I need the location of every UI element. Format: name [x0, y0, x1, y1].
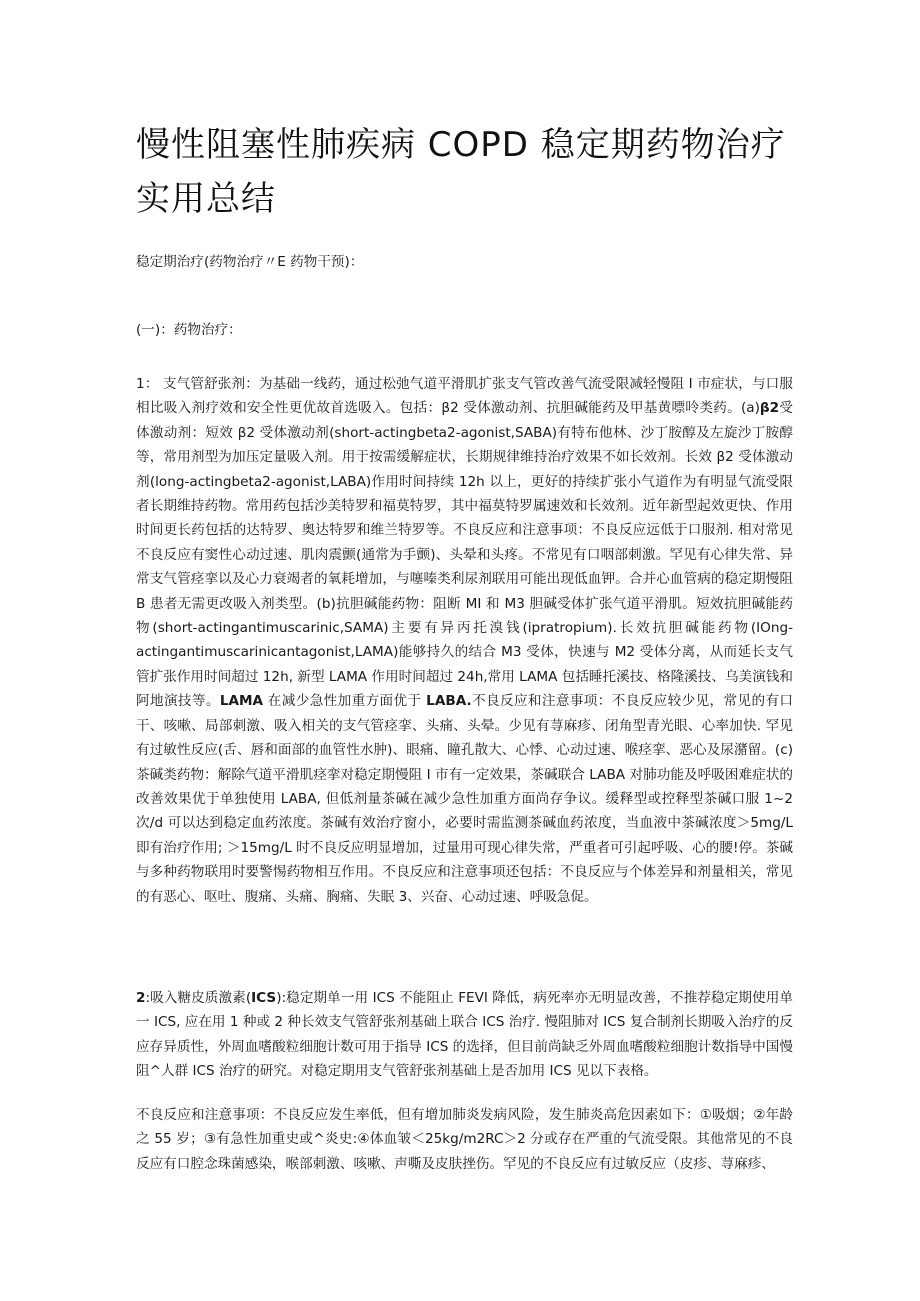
paragraph1-bold-laba: LABA.: [426, 693, 472, 710]
paragraph2-bold-ics: ICS: [251, 990, 277, 1006]
document-subtitle: 稳定期治疗(药物治疗〃E 药物干预)：: [136, 254, 364, 270]
paragraph2-text-1: :吸入糖皮质激素(: [145, 990, 252, 1006]
paragraph1-bold-beta2: β2: [759, 400, 780, 417]
paragraph1-text-3: 在减少急性加重方面优于: [263, 693, 427, 710]
paragraph1-text-1: 1： 支气管舒张剂：为基础一线药，通过松弛气道平滑肌扩张支气管改善气流受限减轻慢阻 I 市症状，与口服相比吸入剂疗效和安全性更优故首选吸入。包括：β2 受体激动剂、抗胆碱能药及甲基黄嘌呤类药。(a): [136, 376, 793, 417]
paragraph2-text-2: ):稳定期单一用 ICS 不能阻止 FEVI 降低，病死率亦无明显改善，不推荐稳定期使用单一 ICS, 应在用 1 种或 2 种长效支气管舒张剂基础上联合 ICS 治疗. 慢阻肺对 ICS 复合制剂长期吸入治疗的反应存异质性，外周血嗜酸粒细胞计数可用于指导 ICS 的选择，但目前尚缺乏外周血嗜酸粒细胞计数指导中国慢阻^人群 ICS 治疗的研究。对稳定期用支气管舒张剂基础上是否加用 ICS 见以下表格。: [136, 990, 793, 1080]
paragraph1-text-2: 受体激动剂：短效 β2 受体激动剂(short-actingbeta2-agonist,SABA)有特布他林、沙丁胺醇及左旋沙丁胺醇等，常用剂型为加压定量吸入剂。用于按需缓解症状，长期规律维持治疗效果不如长效剂。长效 β2 受体激动剂(long-actingbeta2-agonist,LABA)作用时间持续 12h 以上，更好的持续扩张小气道作为有明显气流受限者长期维持药物。常用药包括沙美特罗和福莫特罗，其中福莫特罗属速效和长效剂。近年新型起效更快、作用时间更长药包括的达特罗、奥达特罗和维兰特罗等。不良反应和注意事项：不良反应远低于口服剂. 相对常见不良反应有窦性心动过速、肌肉震颤(通常为手颤)、头晕和头疼。不常见有口咽部刺激。罕见有心律失常、异常支气管痉挛以及心力衰竭者的氧耗增加，与噻嗪类利尿剂联用可能出现低血钾。合并心血管病的稳定期慢阻 B 患者无需更改吸入剂类型。(b)抗胆碱能药物：阻断 MI 和 M3 胆碱受体扩张气道平滑肌。短效抗胆碱能药物(short-actingantimuscarinic,SAMA)主要有异丙托溴钱(ipratropium).长效抗胆碱能药物(IOng-actingantimuscarinicantagonist,LAMA)能够持久的结合 M3 受体，快速与 M2 受体分离，从而延长支气管扩张作用时间超过 12h, 新型 LAMA 作用时间超过 24h,常用 LAMA 包括睡托溪技、格隆溪技、乌美演钱和阿地演技等。: [136, 400, 793, 710]
paragraph2-bold-number: 2: [136, 990, 146, 1006]
paragraph-adverse-reactions: 不良反应和注意事项：不良反应发生率低，但有增加肺炎发病风险，发生肺炎高危因素如下：①吸烟；②年龄之 55 岁；③有急性加重史或^炎史:④体血皱＜25kg∕m2RC＞2 分或存在严重的气流受限。其他常见的不良反应有口腔念珠菌感染，喉部刺激、咳嗽、声嘶及皮肤挫伤。罕见的不良反应有过敏反应（皮疹、荨麻疹、: [136, 1107, 793, 1172]
paragraph-ics: [136, 986, 793, 1084]
paragraph-bronchodilators: [136, 372, 793, 909]
section-heading: (一)：药物治疗：: [136, 322, 242, 338]
document-title: 慢性阻塞性肺疾病 COPD 稳定期药物治疗实用总结: [136, 125, 786, 219]
paragraph1-text-4: 不良反应和注意事项：不良反应较少见，常见的有口干、咳嗽、局部刺激、吸入相关的支气管痉挛、头痛、头晕。少见有荨麻疹、闭角型青光眼、心率加快. 罕见有过敏性反应(舌、唇和面部的血管性水肿)、眼痛、瞳孔散大、心悸、心动过速、喉痉挛、恶心及尿潴留。(c)茶碱类药物：解除气道平滑肌痉挛对稳定期慢阻 I 市有一定效果，茶碱联合 LABA 对肺功能及呼吸困难症状的改善效果优于单独使用 LABA, 但低剂量茶碱在减少急性加重方面尚存争议。缓释型或控释型茶碱口服 1~2 次/d 可以达到稳定血药浓度。茶碱有效治疗窗小，必要时需监测茶碱血药浓度，当血液中茶碱浓度＞5mg/L 即有治疗作用; ＞15mg/L 时不良反应明显增加，过量用可现心律失常，严重者可引起呼吸、心的腰!停。茶碱与多种药物联用时要警惕药物相互作用。不良反应和注意事项还包括：不良反应与个体差异和剂量相关，常见的有恶心、呕吐、腹痛、头痛、胸痛、失眠 3、兴奋、心动过速、呼吸急促。: [136, 693, 794, 905]
paragraph1-bold-lama: LAMA: [219, 693, 264, 710]
